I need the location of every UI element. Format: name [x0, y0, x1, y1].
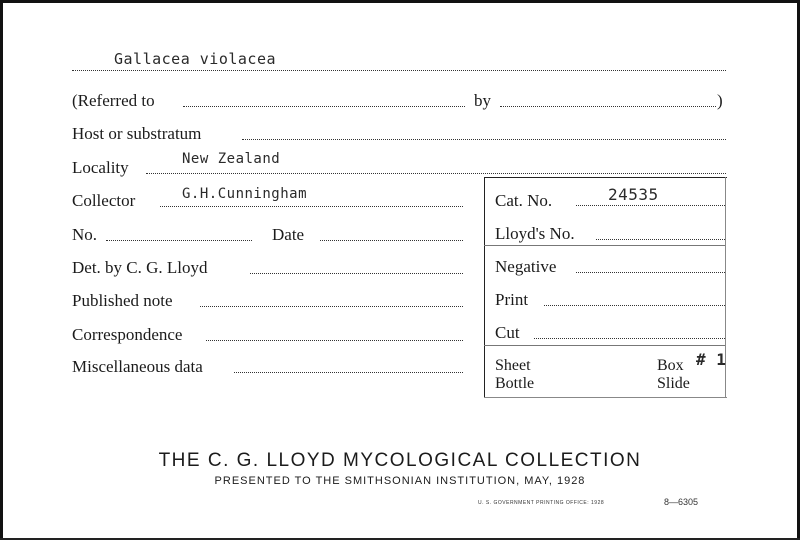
cat-no-line — [576, 205, 725, 206]
cat-no-label: Cat. No. — [495, 191, 553, 210]
by-line — [500, 106, 716, 107]
no-label: No. — [72, 225, 98, 244]
catalog-box-divider — [484, 245, 725, 246]
catalog-box-left — [484, 177, 485, 397]
catalog-box-top — [484, 177, 727, 178]
locality-value: New Zealand — [182, 151, 281, 167]
miscellaneous-label: Miscellaneous data — [72, 357, 203, 376]
catalog-box-bottom — [484, 397, 727, 398]
published-note-label: Published note — [72, 291, 173, 310]
printing-office-note: U. S. GOVERNMENT PRINTING OFFICE: 1928 — [478, 500, 605, 506]
correspondence-label: Correspondence — [72, 325, 183, 344]
no-line — [106, 240, 252, 241]
print-label: Print — [495, 290, 529, 309]
slide-label: Slide — [657, 375, 690, 392]
lloyds-no-label: Lloyd's No. — [495, 224, 575, 243]
locality-line — [146, 173, 726, 174]
date-label: Date — [272, 225, 305, 244]
referred-to-line — [183, 106, 465, 107]
det-by-line — [250, 273, 463, 274]
lloyds-no-line — [596, 239, 725, 240]
catalog-box-divider-lower — [484, 345, 725, 346]
species-name: Gallacea violacea — [114, 50, 277, 68]
close-paren: ) — [717, 91, 723, 110]
collector-label: Collector — [72, 191, 136, 210]
form-number: 8—6305 — [664, 497, 699, 507]
cut-label: Cut — [495, 323, 520, 342]
published-note-line — [200, 306, 463, 307]
collection-title: THE C. G. LLOYD MYCOLOGICAL COLLECTION — [158, 450, 642, 471]
date-line — [320, 240, 463, 241]
negative-line — [576, 272, 725, 273]
host-line — [242, 139, 726, 140]
miscellaneous-line — [234, 372, 463, 373]
species-line — [72, 70, 726, 71]
collector-line — [160, 206, 463, 207]
correspondence-line — [206, 340, 463, 341]
by-label: by — [474, 91, 491, 110]
print-line — [544, 305, 725, 306]
bottle-label: Bottle — [495, 375, 535, 392]
locality-label: Locality — [72, 158, 129, 177]
collector-value: G.H.Cunningham — [182, 186, 308, 202]
box-label: Box — [657, 357, 684, 374]
collection-subtitle: PRESENTED TO THE SMITHSONIAN INSTITUTION, MAY, 1928 — [214, 475, 586, 487]
scan-edge-top — [0, 0, 800, 3]
cat-no-value: 24535 — [608, 185, 659, 204]
referred-to-label: (Referred to — [72, 91, 155, 110]
negative-label: Negative — [495, 257, 557, 276]
cut-line — [534, 338, 725, 339]
host-label: Host or substratum — [72, 124, 202, 143]
sheet-label: Sheet — [495, 357, 531, 374]
box-value: # 1 — [696, 350, 727, 369]
det-by-label: Det. by C. G. Lloyd — [72, 258, 208, 277]
